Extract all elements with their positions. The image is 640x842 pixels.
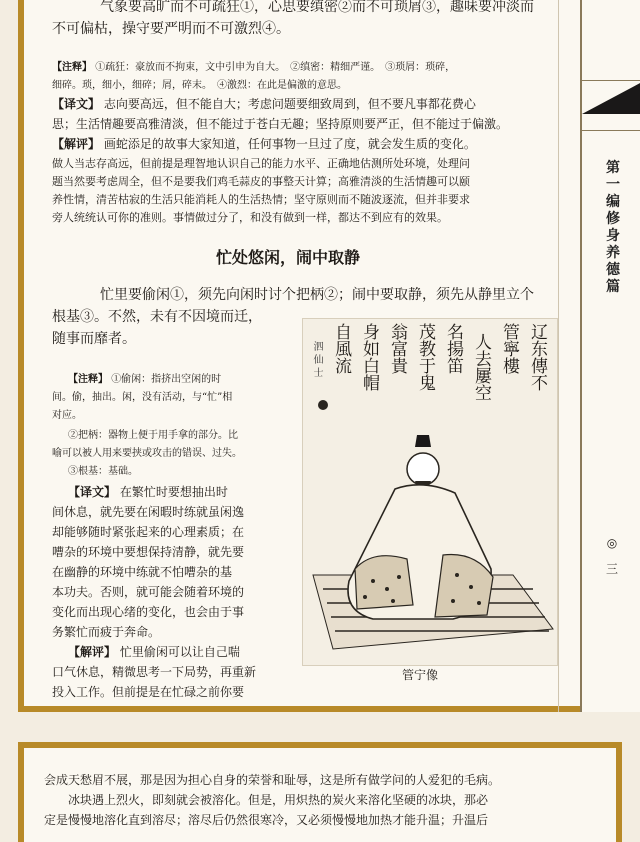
- translation-1-label: 【译文】: [52, 97, 101, 111]
- chapter-title-vertical: 第一编 修身养德篇: [606, 160, 634, 295]
- portrait-illustration: [302, 318, 558, 666]
- section-title: 忙处悠闲，闹中取静: [215, 248, 360, 267]
- side-rule-top: [582, 80, 640, 81]
- translation-1: [52, 94, 476, 114]
- top-text-line-2: 不可偏枯，操守要严明而不可激烈④。: [52, 21, 290, 37]
- notes-2-line-4: ②把柄：器物上便于用手拿的部分。比: [68, 430, 238, 441]
- main-text-line-3: 随事而靡者。: [52, 331, 136, 347]
- notes-2: [68, 372, 221, 388]
- explanation-2-line-3: 投入工作。但前提是在忙碌之前你要: [52, 685, 245, 699]
- inscription-col-1: 辽东傳不: [527, 323, 547, 391]
- notes-1-line-1: ①疏狂：豪放而不拘束，文中引申为自大。 ②缜密：精细严谨。 ③琐屑：琐碎，: [95, 62, 456, 73]
- side-rule-bottom: [582, 130, 640, 131]
- notes-2-line-2: 间。偷，抽出。闲，没有活动，与“忙”相: [52, 392, 233, 403]
- explanation-1-label: 【解评】: [52, 137, 101, 151]
- notes-2-line-1: ①偷闲：指挤出空闲的时: [111, 374, 222, 385]
- next-page-line-1: 会成天愁眉不展，那是因为担心自身的荣誉和耻辱，这是所有做学问的人爱犯的毛病。: [44, 773, 501, 787]
- main-text-line-1: 忙里要偷闲①，须先向闲时讨个把柄②；闹中要取静，须先从静里立个: [100, 287, 534, 303]
- page-mark: ◎: [606, 536, 618, 550]
- translation-2-line-7: 变化而出现心绪的变化，也会由于事: [52, 605, 245, 619]
- notes-2-line-3: 对应。: [52, 410, 82, 421]
- notes-2-label: 【注释】: [68, 374, 108, 385]
- page-number: 三: [605, 562, 618, 576]
- translation-2-line-3: 却能够随时紧张起来的心理素质；在: [52, 525, 245, 539]
- notes-2-line-6: ③根基：基础。: [68, 466, 138, 477]
- notes-1: [52, 60, 455, 76]
- translation-1-line-2: 思；生活情趣要高雅清淡，但不能过于苍白无趣；坚持原则要严正，但不能过于偏激。: [52, 117, 509, 131]
- explanation-2: [68, 642, 240, 662]
- inscription-col-4: 名揚笛: [443, 323, 463, 374]
- explanation-2-line-1: 忙里偷闲可以让自己喘: [119, 645, 240, 659]
- inscription-col-3: 人去屢空: [471, 333, 491, 401]
- explanation-2-label: 【解评】: [68, 645, 117, 659]
- translation-2-line-6: 本功夫。否则，就可能会随着环境的: [52, 585, 245, 599]
- explanation-1-line-5: 旁人统统认可你的准则。事情做过分了，和没有做到一样，都达不到应有的效果。: [52, 211, 448, 224]
- inscription-col-7: 身如白帽: [359, 323, 379, 391]
- side-dark-tab: [582, 82, 640, 114]
- notes-1-line-2: 细碎。琐，细小，细碎；屑，碎末。 ④激烈：在此是偏激的意思。: [52, 80, 347, 91]
- translation-2-line-4: 嘈杂的环境中要想保持清静，就先要: [52, 545, 245, 559]
- inscription-col-6: 翁富貴: [387, 323, 407, 374]
- illustration-signature: 泗 仙 士: [311, 341, 322, 378]
- explanation-1-line-4: 养性情，清苦枯寂的生活只能消耗人的生活热情；坚守原则而不随波逐流，但并非要求: [52, 193, 470, 206]
- top-text-line-1: 气象要高旷而不可疏狂①，心思要缜密②而不可琐屑③，趣味要冲淡而: [100, 0, 534, 15]
- explanation-1-line-2: 做人当志存高远，但前提是理智地认识自己的能力水平、正确地估测所处环境，处理问: [52, 157, 470, 170]
- explanation-1-line-3: 题当然要考虑周全，但不是要我们鸡毛蒜皮的事整天计算；高雅清淡的生活情趣可以颐: [52, 175, 470, 188]
- translation-2: [68, 482, 228, 502]
- next-book-page: [18, 742, 622, 842]
- next-page-line-3: 定是慢慢地溶化直到溶尽；溶尽后仍然很寒冷，又必须慢慢地加热才能升温；升温后: [44, 813, 489, 827]
- illustration-caption: 管宁像: [402, 668, 439, 682]
- translation-2-line-5: 在幽静的环境中练就不怕嘈杂的基: [52, 565, 233, 579]
- side-chapter-strip: [580, 0, 640, 712]
- next-page-line-2: 冰块遇上烈火，即刻就会被溶化。但是，用炽热的炭火来溶化坚硬的冰块，那必: [68, 793, 489, 807]
- inscription-col-8: 自風流: [331, 323, 351, 374]
- translation-2-line-1: 在繁忙时要想抽出时: [119, 485, 228, 499]
- explanation-1: [52, 134, 476, 154]
- book-page: [18, 0, 634, 712]
- inscription-col-5: 茂教于鬼: [415, 323, 435, 391]
- notes-1-label: 【注释】: [52, 62, 92, 73]
- notes-2-line-5: 喻可以被人用来要挟或攻击的错误、过失。: [52, 448, 242, 459]
- column-divider: [558, 0, 559, 712]
- explanation-2-line-2: 口气休息，精微思考一下局势，再重新: [52, 665, 257, 679]
- translation-2-line-8: 务繁忙而疲于奔命。: [52, 625, 161, 639]
- explanation-1-line-1: 画蛇添足的故事大家知道，任何事物一旦过了度，就会发生质的变化。: [103, 137, 476, 151]
- seated-figure-drawing: [303, 319, 557, 665]
- main-text-line-2: 根基③。不然，未有不因境而迁，: [52, 309, 262, 325]
- translation-2-label: 【译文】: [68, 485, 117, 499]
- inscription-col-2: 管寧樓: [499, 323, 519, 374]
- translation-1-line-1: 志向要高远，但不能自大；考虑问题要细致周到，但不要凡事都花费心: [103, 97, 476, 111]
- translation-2-line-2: 间休息，就先要在闲暇时练就虽闲逸: [52, 505, 245, 519]
